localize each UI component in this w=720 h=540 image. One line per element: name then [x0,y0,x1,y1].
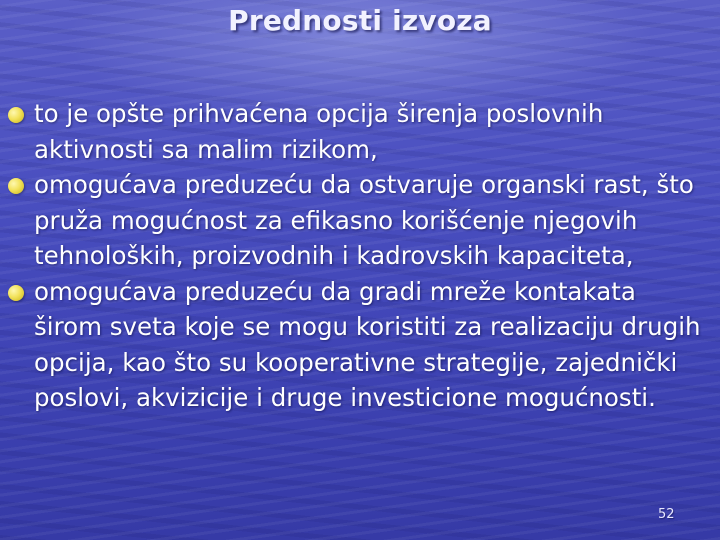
bullet-text: to je opšte prihvaćena opcija širenja poslovnih aktivnosti sa malim rizikom, [34,99,604,164]
bullet-dot-icon [8,178,24,194]
bullet-dot-icon [8,107,24,123]
bullet-item [8,96,708,167]
bullet-text: omogućava preduzeću da ostvaruje organski rast, što pruža mogućnost za efikasno korišćenje njegovih tehnoloških, proizvodnih i kadrovskih kapaciteta, [34,170,694,270]
bullet-item [8,274,708,416]
slide-number: 52 [658,507,675,522]
bullet-dot-icon [8,285,24,301]
bullet-list [8,96,708,416]
bullet-item [8,167,708,274]
bullet-text: omogućava preduzeću da gradi mreže kontakata širom sveta koje se mogu koristiti za realizaciju drugih opcija, kao što su kooperativne strategije, zajednički poslovi, akvizicije i druge investicione mogućnosti. [34,276,701,412]
slide-title: Prednosti izvoza [228,4,492,37]
